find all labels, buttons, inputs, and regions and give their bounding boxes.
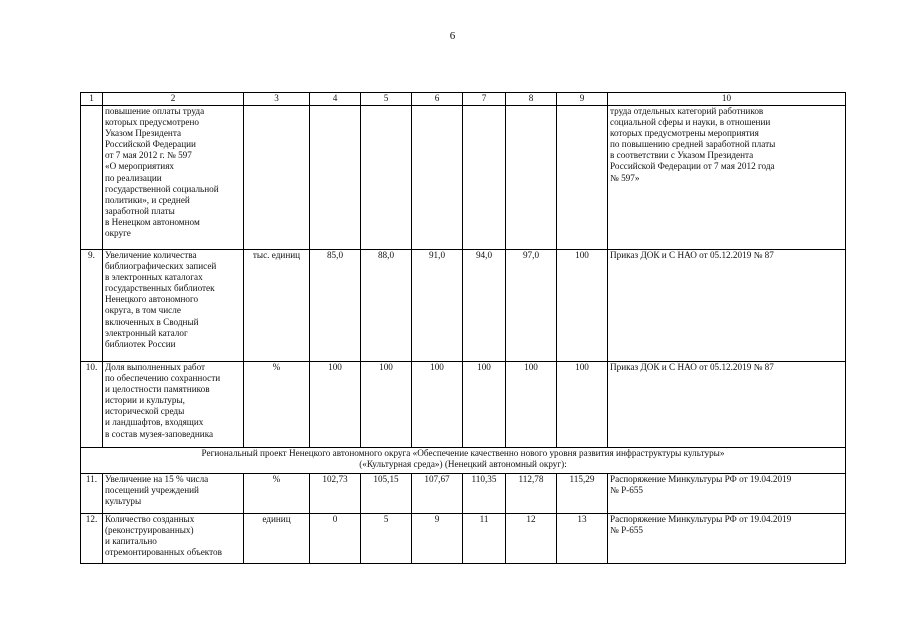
value-cell <box>412 106 463 250</box>
section-header-row <box>81 448 846 474</box>
table-row <box>81 250 846 362</box>
value-cell: 91,0 <box>412 250 463 362</box>
column-number-row <box>81 93 846 106</box>
value-cell: 107,67 <box>412 474 463 514</box>
value-cell <box>310 106 361 250</box>
value-cell: 102,73 <box>310 474 361 514</box>
document-cell: Приказ ДОК и С НАО от 05.12.2019 № 87 <box>608 250 846 362</box>
indicator-cell: Увеличение на 15 % числа посещений учреждений культуры <box>103 474 244 514</box>
unit-cell: % <box>244 474 310 514</box>
indicators-table <box>80 92 846 564</box>
value-cell: 100 <box>310 362 361 448</box>
table-row <box>81 106 846 250</box>
table-row <box>81 514 846 564</box>
column-header: 3 <box>244 93 310 106</box>
column-header: 7 <box>463 93 506 106</box>
value-cell: 5 <box>361 514 412 564</box>
value-cell <box>506 106 557 250</box>
value-cell: 11 <box>463 514 506 564</box>
table-row <box>81 362 846 448</box>
value-cell: 100 <box>557 362 608 448</box>
value-cell: 112,78 <box>506 474 557 514</box>
section-title: Региональный проект Ненецкого автономного округа «Обеспечение качественно нового уровня развития инфраструктуры культуры» («Культурная среда») (Ненецкий автономный округ): <box>81 448 846 474</box>
value-cell: 88,0 <box>361 250 412 362</box>
document-cell: Приказ ДОК и С НАО от 05.12.2019 № 87 <box>608 362 846 448</box>
value-cell: 115,29 <box>557 474 608 514</box>
value-cell <box>557 106 608 250</box>
document-cell: Распоряжение Минкультуры РФ от 19.04.2019 № Р-655 <box>608 514 846 564</box>
value-cell <box>463 106 506 250</box>
value-cell <box>361 106 412 250</box>
value-cell: 100 <box>412 362 463 448</box>
value-cell: 94,0 <box>463 250 506 362</box>
value-cell: 9 <box>412 514 463 564</box>
unit-cell: тыс. единиц <box>244 250 310 362</box>
row-number: 12. <box>81 514 103 564</box>
document-cell: Распоряжение Минкультуры РФ от 19.04.2019 № Р-655 <box>608 474 846 514</box>
value-cell: 100 <box>361 362 412 448</box>
row-number <box>81 106 103 250</box>
value-cell: 85,0 <box>310 250 361 362</box>
indicator-cell: Доля выполненных работ по обеспечению сохранности и целостности памятников истории и культуры, исторической среды и ландшафтов, входящих в состав музея-заповедника <box>103 362 244 448</box>
column-header: 4 <box>310 93 361 106</box>
value-cell: 100 <box>506 362 557 448</box>
unit-cell: % <box>244 362 310 448</box>
unit-cell <box>244 106 310 250</box>
column-header: 10 <box>608 93 846 106</box>
value-cell: 110,35 <box>463 474 506 514</box>
column-header: 2 <box>103 93 244 106</box>
column-header: 6 <box>412 93 463 106</box>
page-number: 6 <box>449 30 456 42</box>
row-number: 9. <box>81 250 103 362</box>
column-header: 9 <box>557 93 608 106</box>
column-header: 8 <box>506 93 557 106</box>
column-header: 1 <box>81 93 103 106</box>
value-cell: 12 <box>506 514 557 564</box>
value-cell: 100 <box>557 250 608 362</box>
unit-cell: единиц <box>244 514 310 564</box>
value-cell: 105,15 <box>361 474 412 514</box>
column-header: 5 <box>361 93 412 106</box>
row-number: 10. <box>81 362 103 448</box>
document-cell: труда отдельных категорий работников социальной сферы и науки, в отношении которых предусмотрены мероприятия по повышению средней заработной платы в соответствии с Указом Президента Российской Федерации от 7 мая 2012 года № 597» <box>608 106 846 250</box>
row-number: 11. <box>81 474 103 514</box>
value-cell: 13 <box>557 514 608 564</box>
value-cell: 100 <box>463 362 506 448</box>
indicator-cell: Увеличение количества библиографических записей в электронных каталогах государственных библиотек Ненецкого автономного округа, в том числе включенных в Сводный электронный каталог библиотек России <box>103 250 244 362</box>
table-row <box>81 474 846 514</box>
value-cell: 97,0 <box>506 250 557 362</box>
indicator-cell: повышение оплаты труда которых предусмотрено Указом Президента Российской Федерации от 7 мая 2012 г. № 597 «О мероприятиях по реализации государственной социальной политики», и средней заработной платы в Ненецком автономном округе <box>103 106 244 250</box>
indicator-cell: Количество созданных (реконструированных) и капитально отремонтированных объектов <box>103 514 244 564</box>
value-cell: 0 <box>310 514 361 564</box>
